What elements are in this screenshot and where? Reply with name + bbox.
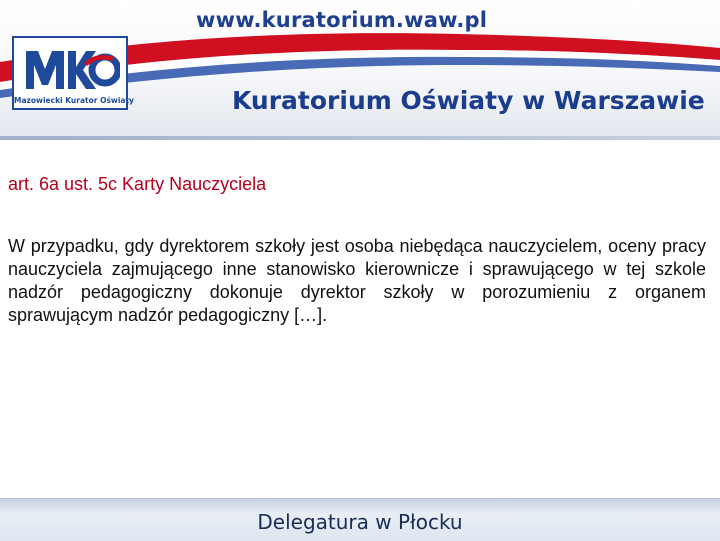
mko-logo [12,36,134,110]
header-banner [0,0,720,140]
slide-body-text: W przypadku, gdy dyrektorem szkoły jest osoba niebędąca nauczycielem, oceny pracy nauczyciela zajmującego inne stanowisko kierownicze i sprawującego w tej szkole nadzór pedagogiczny dokonuje dyrektor szkoły w porozumieniu z organem sprawującym nadzór pedagogiczny […]. [8,236,706,325]
header-divider [0,136,720,140]
footer-title: Delegatura w Płocku [257,510,463,534]
slide-heading: art. 6a ust. 5c Karty Nauczyciela [8,174,267,194]
logo-caption: Mazowiecki Kurator Oświaty [14,96,134,105]
site-url: www.kuratorium.waw.pl [196,8,488,32]
footer-bar [0,498,720,541]
banner-title: Kuratorium Oświaty w Warszawie [232,86,705,115]
mko-logo-mark [22,43,120,95]
